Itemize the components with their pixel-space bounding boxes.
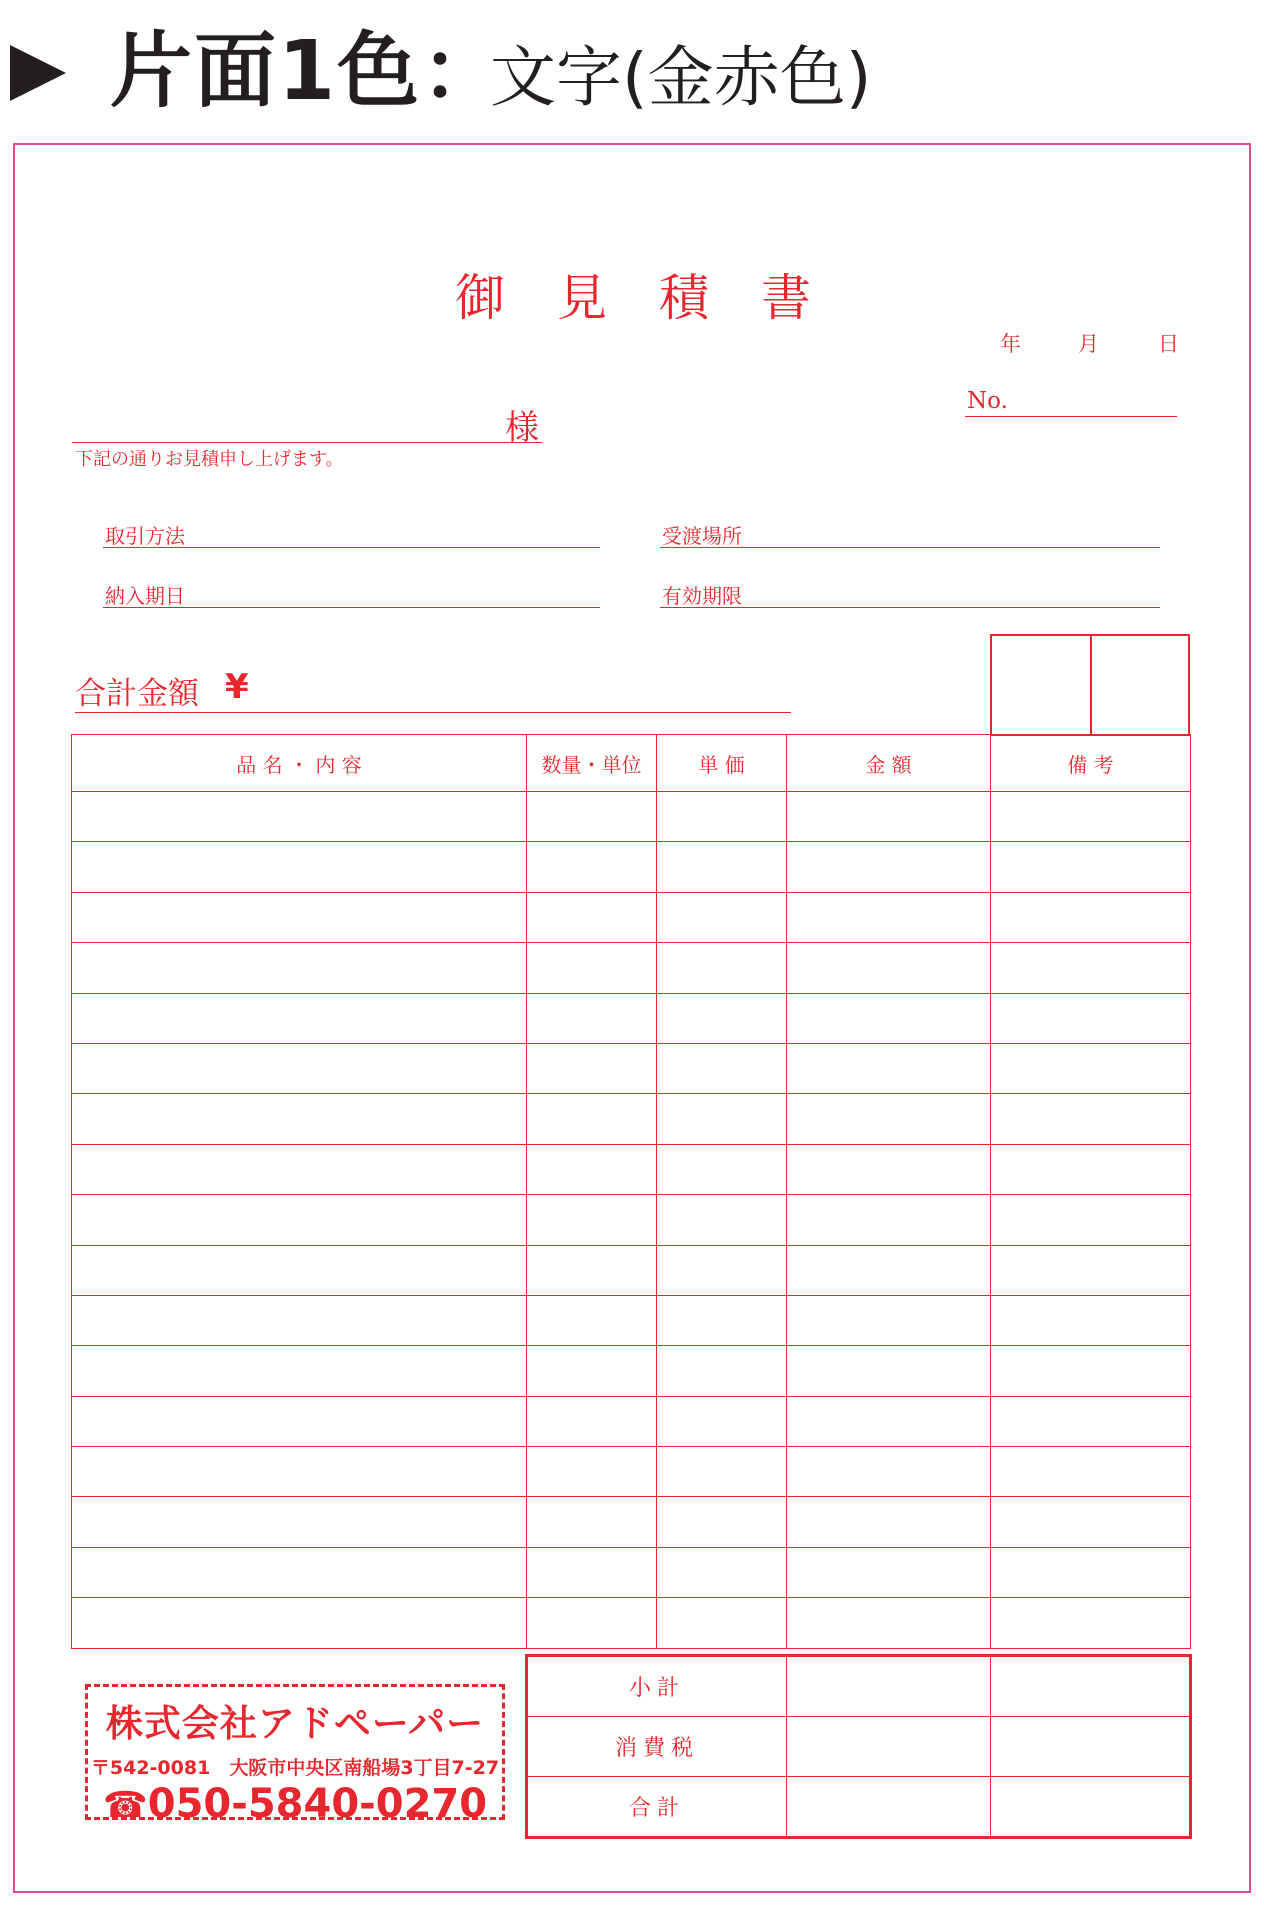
quantity-cell[interactable]: [527, 1245, 657, 1295]
item-name-cell[interactable]: [72, 1497, 527, 1547]
amount-cell[interactable]: [787, 943, 991, 993]
company-phone-line: [88, 1782, 502, 1828]
delivery-place-line: [660, 547, 1160, 548]
amount-cell[interactable]: [787, 993, 991, 1043]
table-row: [72, 1447, 1191, 1497]
validity-line: [660, 607, 1160, 608]
table-row: [72, 943, 1191, 993]
item-name-cell[interactable]: [72, 1598, 527, 1648]
item-name-cell[interactable]: [72, 1245, 527, 1295]
table-row: [72, 1043, 1191, 1093]
unit-price-cell[interactable]: [657, 1396, 787, 1446]
table-row: [72, 1295, 1191, 1345]
quantity-cell[interactable]: [527, 943, 657, 993]
remarks-cell[interactable]: [991, 1043, 1191, 1093]
validity-label: 有効期限: [662, 584, 742, 608]
item-name-cell[interactable]: [72, 1043, 527, 1093]
amount-cell[interactable]: [787, 1245, 991, 1295]
remarks-cell[interactable]: [991, 1447, 1191, 1497]
table-header-row: [72, 735, 1191, 792]
play-arrow-icon: [10, 45, 66, 101]
phone-icon: ☎: [102, 1785, 148, 1826]
subtotal-remarks-cell[interactable]: [991, 1656, 1191, 1717]
item-name-cell[interactable]: [72, 1346, 527, 1396]
grand-total-amount-cell[interactable]: [787, 1777, 991, 1838]
table-row: [72, 1195, 1191, 1245]
date-day-label: 日: [1158, 332, 1179, 356]
approval-stamp-boxes: [990, 634, 1190, 736]
unit-price-cell[interactable]: [657, 993, 787, 1043]
heading-main: 片面1色：: [110, 24, 506, 119]
quantity-cell[interactable]: [527, 1396, 657, 1446]
unit-price-cell[interactable]: [657, 1043, 787, 1093]
quantity-cell[interactable]: [527, 993, 657, 1043]
delivery-date-line: [103, 607, 600, 608]
amount-cell[interactable]: [787, 1396, 991, 1446]
quantity-cell[interactable]: [527, 1295, 657, 1345]
amount-cell[interactable]: [787, 1144, 991, 1194]
grand-total-label: 合計: [527, 1777, 787, 1838]
delivery-place-label: 受渡場所: [662, 524, 742, 548]
amount-cell[interactable]: [787, 1497, 991, 1547]
payment-method-label: 取引方法: [105, 524, 185, 548]
intro-text: 下記の通りお見積申し上げます。: [75, 449, 344, 470]
table-row: [72, 792, 1191, 842]
recipient-underline: [72, 442, 542, 443]
table-row: [72, 892, 1191, 942]
subtotal-amount-cell[interactable]: [787, 1656, 991, 1717]
total-amount-label: 合計金額: [75, 676, 199, 712]
heading-sub: 文字(金赤色): [490, 39, 872, 116]
subtotal-label: 小計: [527, 1656, 787, 1717]
item-name-cell[interactable]: [72, 1094, 527, 1144]
quantity-cell[interactable]: [527, 1144, 657, 1194]
amount-cell[interactable]: [787, 842, 991, 892]
quantity-cell[interactable]: [527, 842, 657, 892]
remarks-cell[interactable]: [991, 1396, 1191, 1446]
company-name: 株式会社アドペーパー: [105, 1702, 485, 1745]
unit-price-cell[interactable]: [657, 842, 787, 892]
amount-cell[interactable]: [787, 1447, 991, 1497]
remarks-cell[interactable]: [991, 1245, 1191, 1295]
tax-remarks-cell[interactable]: [991, 1717, 1191, 1777]
summary-table: [525, 1654, 1192, 1839]
remarks-cell[interactable]: [991, 892, 1191, 942]
quantity-cell[interactable]: [527, 1497, 657, 1547]
unit-price-cell[interactable]: [657, 1497, 787, 1547]
remarks-cell[interactable]: [991, 1094, 1191, 1144]
header-amount: 金 額: [787, 735, 991, 792]
remarks-cell[interactable]: [991, 1346, 1191, 1396]
date-month-label: 月: [1078, 332, 1099, 356]
table-row: [527, 1656, 1191, 1717]
document-title: 御見積書: [455, 269, 863, 327]
quantity-cell[interactable]: [527, 792, 657, 842]
unit-price-cell[interactable]: [657, 1346, 787, 1396]
unit-price-cell[interactable]: [657, 1144, 787, 1194]
amount-cell[interactable]: [787, 792, 991, 842]
company-address: 〒542-0081 大阪市中央区南船場3丁目7-27: [90, 1757, 500, 1779]
company-phone: 050-5840-0270: [147, 1781, 488, 1827]
quantity-cell[interactable]: [527, 1195, 657, 1245]
table-row: [72, 1245, 1191, 1295]
remarks-cell[interactable]: [991, 842, 1191, 892]
amount-cell[interactable]: [787, 892, 991, 942]
item-name-cell[interactable]: [72, 1295, 527, 1345]
unit-price-cell[interactable]: [657, 1547, 787, 1597]
amount-cell[interactable]: [787, 1598, 991, 1648]
unit-price-cell[interactable]: [657, 892, 787, 942]
remarks-cell[interactable]: [991, 792, 1191, 842]
header-unit-price: 単 価: [657, 735, 787, 792]
payment-method-line: [103, 547, 600, 548]
unit-price-cell[interactable]: [657, 943, 787, 993]
amount-cell[interactable]: [787, 1295, 991, 1345]
quantity-cell[interactable]: [527, 1598, 657, 1648]
unit-price-cell[interactable]: [657, 1447, 787, 1497]
item-name-cell[interactable]: [72, 1144, 527, 1194]
amount-cell[interactable]: [787, 1547, 991, 1597]
remarks-cell[interactable]: [991, 993, 1191, 1043]
tax-amount-cell[interactable]: [787, 1717, 991, 1777]
item-name-cell[interactable]: [72, 792, 527, 842]
unit-price-cell[interactable]: [657, 1598, 787, 1648]
unit-price-cell[interactable]: [657, 1295, 787, 1345]
table-row: [72, 1144, 1191, 1194]
item-name-cell[interactable]: [72, 1195, 527, 1245]
quantity-cell[interactable]: [527, 892, 657, 942]
grand-total-remarks-cell[interactable]: [991, 1777, 1191, 1838]
quantity-cell[interactable]: [527, 1447, 657, 1497]
unit-price-cell[interactable]: [657, 792, 787, 842]
table-row: [72, 1598, 1191, 1648]
quantity-cell[interactable]: [527, 1346, 657, 1396]
table-row: [72, 1094, 1191, 1144]
header-item-name: 品 名 ・ 内 容: [72, 735, 527, 792]
amount-cell[interactable]: [787, 1094, 991, 1144]
company-stamp: [85, 1684, 505, 1827]
item-name-cell[interactable]: [72, 1396, 527, 1446]
amount-cell[interactable]: [787, 1195, 991, 1245]
item-name-cell[interactable]: [72, 892, 527, 942]
remarks-cell[interactable]: [991, 1547, 1191, 1597]
remarks-cell[interactable]: [991, 943, 1191, 993]
header-remarks: 備 考: [991, 735, 1191, 792]
unit-price-cell[interactable]: [657, 1245, 787, 1295]
table-row: [72, 842, 1191, 892]
remarks-cell[interactable]: [991, 1195, 1191, 1245]
delivery-date-label: 納入期日: [105, 584, 185, 608]
yen-symbol: ¥: [225, 667, 249, 707]
stamp-box-divider: [1090, 636, 1092, 734]
table-row: [72, 1346, 1191, 1396]
table-row: [527, 1717, 1191, 1777]
table-row: [72, 993, 1191, 1043]
remarks-cell[interactable]: [991, 1598, 1191, 1648]
amount-cell[interactable]: [787, 1346, 991, 1396]
tax-label: 消費税: [527, 1717, 787, 1777]
item-name-cell[interactable]: [72, 1547, 527, 1597]
item-name-cell[interactable]: [72, 943, 527, 993]
total-amount-underline: [75, 712, 791, 713]
header-quantity-unit: 数量・単位: [527, 735, 657, 792]
item-name-cell[interactable]: [72, 842, 527, 892]
remarks-cell[interactable]: [991, 1144, 1191, 1194]
quantity-cell[interactable]: [527, 1043, 657, 1093]
quantity-cell[interactable]: [527, 1094, 657, 1144]
number-underline: [965, 416, 1177, 417]
unit-price-cell[interactable]: [657, 1094, 787, 1144]
items-table: [71, 734, 1191, 1649]
quantity-cell[interactable]: [527, 1547, 657, 1597]
table-row: [72, 1497, 1191, 1547]
table-row: [527, 1777, 1191, 1838]
remarks-cell[interactable]: [991, 1497, 1191, 1547]
number-label: No.: [967, 388, 1008, 414]
table-row: [72, 1396, 1191, 1446]
item-name-cell[interactable]: [72, 993, 527, 1043]
item-name-cell[interactable]: [72, 1447, 527, 1497]
recipient-suffix: 様: [505, 408, 539, 448]
date-year-label: 年: [1000, 332, 1021, 356]
table-row: [72, 1547, 1191, 1597]
remarks-cell[interactable]: [991, 1295, 1191, 1345]
unit-price-cell[interactable]: [657, 1195, 787, 1245]
amount-cell[interactable]: [787, 1043, 991, 1093]
